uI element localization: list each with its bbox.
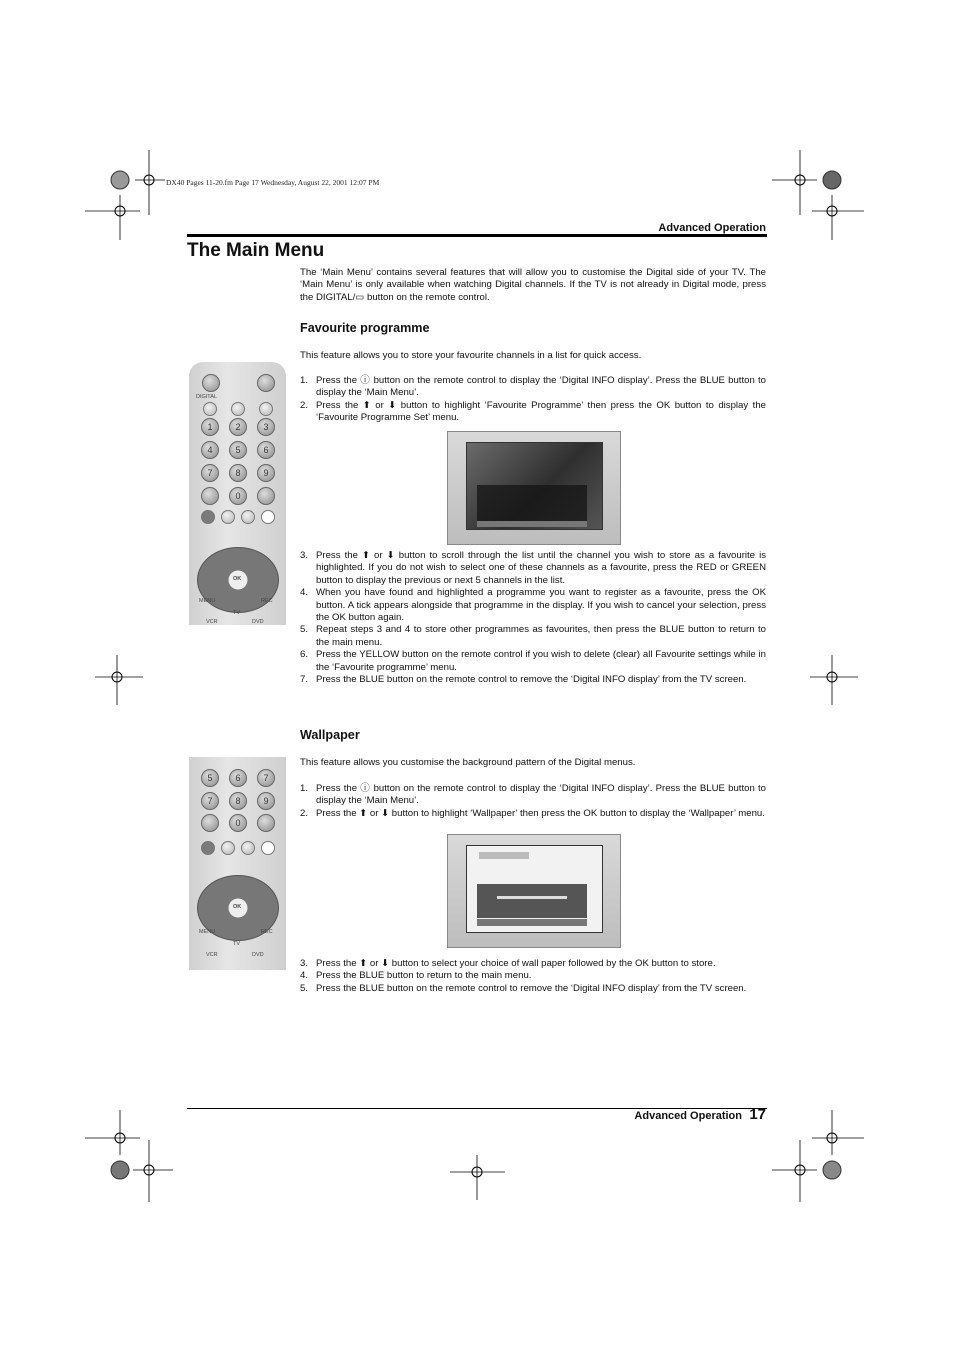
list-item: 1. Press the ⓘ button on the remote control to display the ‘Digital INFO display’. Press the BLUE button to display the ‘Main Menu’. [300, 375, 766, 399]
list-item: 7. Press the BLUE button on the remote control to remove the ‘Digital INFO display’ from the TV screen. [300, 674, 747, 686]
registration-mark-bottom-center [450, 1155, 505, 1200]
digit-button: 9 [257, 792, 275, 810]
page-number: 17 [749, 1106, 766, 1123]
header-rule [187, 234, 767, 237]
info-button [201, 487, 219, 505]
list-item: 4. When you have found and highlighted a programme you want to register as a favourite, press the OK button. A tick appears alongside that programme in the display. If you wish to cancel your selection, press the OK button again. [300, 587, 766, 624]
wallpaper-steps-1-2 [300, 783, 766, 820]
back-button [257, 814, 275, 832]
vcr-label: VCR [206, 619, 218, 625]
digit-button: 5 [229, 441, 247, 459]
list-item: 3. Press the ⬆ or ⬇ button to scroll through the list until the channel you wish to store as a favourite is highlighted. If you do not wish to select one of these channels as a favourite, press the RED or GREEN button to display the previous or next 5 channels in the list. [300, 550, 766, 586]
digit-button: 8 [229, 464, 247, 482]
input-button [259, 402, 273, 416]
tv-button [257, 374, 275, 392]
info-button [201, 814, 219, 832]
page-title: The Main Menu [187, 240, 325, 261]
list-item: 1. Press the ⓘ button on the remote control to display the ‘Digital INFO display’. Press the BLUE button to display the ‘Main Menu’. [300, 783, 766, 807]
list-item: 2. Press the ⬆ or ⬇ button to highlight ‘Favourite Programme’ then press the OK button to display the ‘Favourite Programme Set’ menu. [300, 399, 766, 424]
menu-overlay [477, 485, 587, 521]
footer-rule [187, 1108, 767, 1109]
menu-button-bar [477, 521, 587, 527]
wallpaper-heading: Wallpaper [300, 728, 360, 742]
list-item: 5. Repeat steps 3 and 4 to store other programmes as favourites, then press the BLUE button to return to the main menu. [300, 624, 766, 648]
digit-button: 4 [201, 441, 219, 459]
wallpaper-steps-3-5 [300, 958, 766, 995]
yellow-button [241, 510, 255, 524]
tv-label: TV [233, 941, 241, 947]
digit-button: 3 [257, 418, 275, 436]
registration-mark-bottom-right [772, 1110, 867, 1205]
tv-screenshot-wallpaper [447, 834, 621, 948]
digit-button: 8 [229, 792, 247, 810]
digit-button: 7 [201, 464, 219, 482]
list-item: 5. Press the BLUE button on the remote control to remove the ‘Digital INFO display’ from the TV screen. [300, 982, 747, 994]
blue-button [261, 841, 275, 855]
favourite-steps-1-2 [300, 375, 766, 425]
teletext-button [231, 402, 245, 416]
dvd-label: DVD [252, 952, 264, 958]
menu-label: MENU [199, 598, 216, 604]
digit-button: 6 [229, 769, 247, 787]
blue-button [261, 510, 275, 524]
menu-label: MENU [199, 929, 216, 935]
green-button [221, 841, 235, 855]
digit-button: 5 [201, 769, 219, 787]
intro-paragraph: The ‘Main Menu’ contains several features that will allow you to customise the Digital side of your TV. The ‘Main Menu’ is only available when watching Digital channels. If the TV is not already in Digital mode, press the DIGITAL/▭ button on the remote control. [300, 267, 766, 303]
list-item: 4. Press the BLUE button to return to the main menu. [300, 970, 532, 982]
running-footer: Advanced Operation [634, 1110, 742, 1122]
remote-control-illustration-1 [189, 362, 286, 625]
running-header: Advanced Operation [658, 222, 766, 234]
favourite-heading: Favourite programme [300, 321, 430, 335]
wallpaper-lead: This feature allows you customise the background pattern of the Digital menus. [300, 757, 636, 768]
registration-mark-bottom-left [85, 1110, 175, 1205]
red-button [201, 841, 215, 855]
favourite-lead: This feature allows you to store your favourite channels in a list for quick access. [300, 350, 642, 361]
digit-button: 6 [257, 441, 275, 459]
registration-mark-mid-left [95, 655, 145, 705]
registration-mark-top-right [772, 145, 867, 240]
ok-label: OK [233, 576, 242, 582]
remote-control-illustration-2 [189, 757, 286, 970]
digital-button [203, 402, 217, 416]
green-button [221, 510, 235, 524]
menu-button-bar [477, 919, 587, 926]
rec-label: REC [261, 929, 273, 935]
menu-title-bar [479, 852, 529, 859]
print-slug: DX40 Pages 11-20.fm Page 17 Wednesday, August 22, 2001 12:07 PM [166, 178, 380, 187]
list-item: 3. Press the ⬆ or ⬇ button to select your choice of wall paper followed by the OK button to store. [300, 958, 716, 969]
rec-label: REC [261, 598, 273, 604]
digit-button: 2 [229, 418, 247, 436]
red-button [201, 510, 215, 524]
yellow-button [241, 841, 255, 855]
back-button [257, 487, 275, 505]
digital-label: DIGITAL [196, 394, 217, 400]
menu-overlay [477, 884, 587, 918]
digit-button: 1 [201, 418, 219, 436]
tv-screenshot-favourite [447, 431, 621, 545]
list-item: 2. Press the ⬆ or ⬇ button to highlight ‘Wallpaper’ then press the OK button to display the ‘Wallpaper’ menu. [300, 807, 765, 819]
registration-mark-mid-right [810, 655, 860, 705]
digit-button: 9 [257, 464, 275, 482]
list-item: 6. Press the YELLOW button on the remote control if you wish to delete (clear) all Favourite settings while in the ‘Favourite programme’ menu. [300, 649, 766, 673]
registration-mark-top-left [85, 145, 165, 240]
digit-button: 0 [229, 487, 247, 505]
digit-button: 0 [229, 814, 247, 832]
vcr-label: VCR [206, 952, 218, 958]
tv-screen [466, 442, 603, 530]
tv-screen [466, 845, 603, 933]
ok-label: OK [233, 904, 242, 910]
digit-button: 7 [201, 792, 219, 810]
power-button [202, 374, 220, 392]
favourite-steps-3-7 [300, 550, 766, 686]
selection-bar [497, 896, 567, 899]
digit-button: 7 [257, 769, 275, 787]
dvd-label: DVD [252, 619, 264, 625]
tv-label: TV [233, 610, 241, 616]
